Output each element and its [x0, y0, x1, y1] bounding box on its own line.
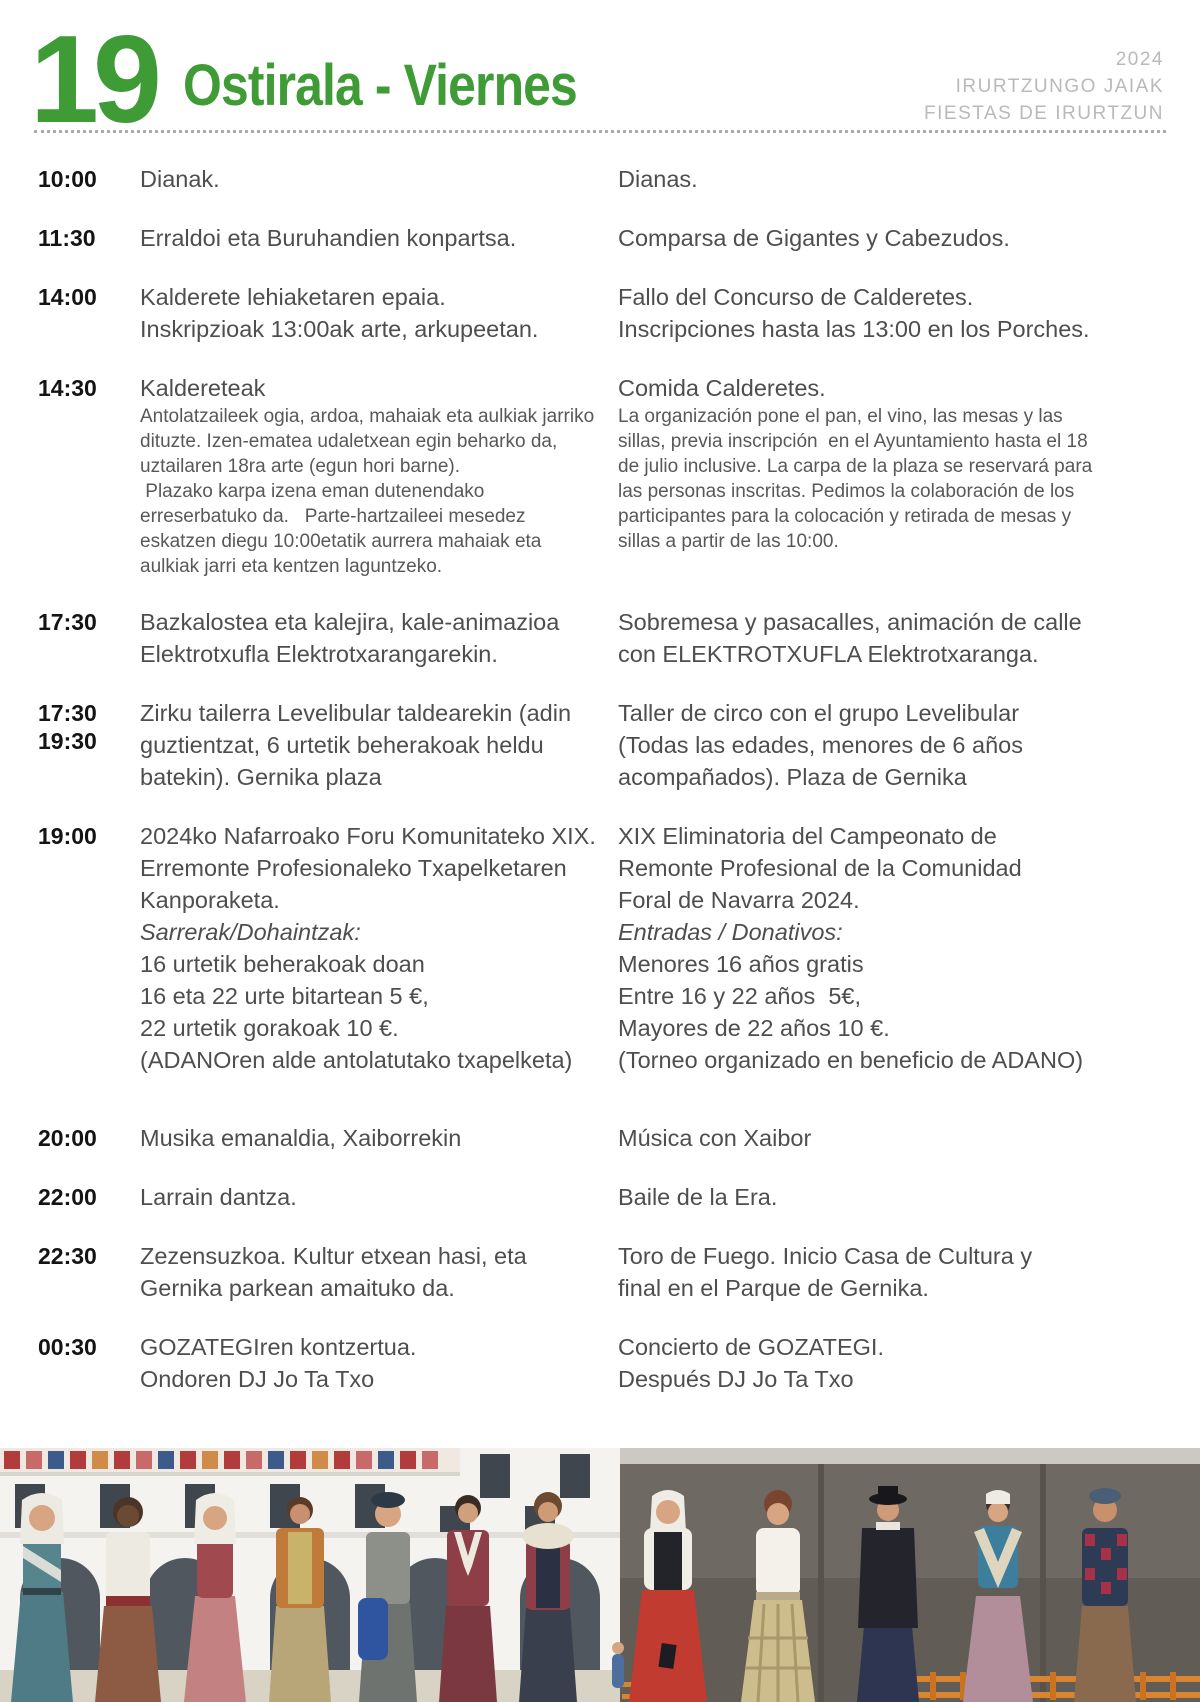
event-text-es: Entre 16 y 22 años 5€, — [618, 983, 861, 1009]
event-column-basque — [140, 222, 618, 254]
event-text-eu: Elektrotxufla Elektrotxarangarekin. — [140, 641, 498, 667]
event-text-es: (Todas las edades, menores de 6 años — [618, 732, 1023, 758]
event-column-spanish — [618, 1181, 1178, 1213]
event-text-es: Sobremesa y pasacalles, animación de calle — [618, 609, 1082, 635]
event-text-eu: Larrain dantza. — [140, 1184, 297, 1210]
event-column-basque — [140, 1331, 618, 1395]
event-text-eu: Kanporaketa. — [140, 887, 280, 913]
event-text-eu: Gernika parkean amaituko da. — [140, 1275, 455, 1301]
event-time: 17:30 — [38, 609, 97, 635]
event-text-eu: Musika emanaldia, Xaiborrekin — [140, 1125, 462, 1151]
event-text-eu: GOZATEGIren kontzertua. — [140, 1334, 417, 1360]
schedule-row — [0, 1122, 1200, 1154]
event-text-eu: Sarrerak/Dohaintzak: — [140, 919, 361, 945]
event-time: 00:30 — [38, 1334, 97, 1360]
event-column-spanish — [618, 820, 1178, 1076]
event-text-es: Inscripciones hasta las 13:00 en los Porches. — [618, 316, 1090, 342]
event-text-eu: 16 urtetik beherakoak doan — [140, 951, 425, 977]
event-text-es: (Torneo organizado en beneficio de ADANO) — [618, 1047, 1084, 1073]
event-text-es: Comparsa de Gigantes y Cabezudos. — [618, 225, 1010, 251]
event-text-es: de julio inclusive. La carpa de la plaza se reservará para — [618, 456, 1093, 477]
event-text-eu: Zirku tailerra Levelibular taldearekin (adin — [140, 700, 572, 726]
festival-name-eu: IRURTZUNGO JAIAK — [955, 76, 1164, 97]
event-text-es: Dianas. — [618, 166, 698, 192]
event-time: 20:00 — [38, 1125, 97, 1151]
event-time: 22:30 — [38, 1243, 97, 1269]
event-text-es: Fallo del Concurso de Calderetes. — [618, 284, 974, 310]
event-column-spanish — [618, 697, 1178, 793]
event-text-es: Foral de Navarra 2024. — [618, 887, 860, 913]
event-time: 17:30 19:30 — [38, 700, 97, 754]
event-text-eu: 22 urtetik gorakoak 10 €. — [140, 1015, 399, 1041]
festival-giants-photo — [0, 1448, 1200, 1702]
event-text-es: participantes para la colocación y retirada de mesas y — [618, 506, 1072, 527]
event-text-eu: Antolatzaileek ogia, ardoa, mahaiak eta aulkiak jarriko — [140, 406, 595, 427]
event-column-basque — [140, 606, 618, 670]
event-text-es: La organización pone el pan, el vino, las mesas y las — [618, 406, 1063, 427]
event-text-es: sillas a partir de las 10:00. — [618, 531, 839, 552]
event-text-eu: 16 eta 22 urte bitartean 5 €, — [140, 983, 429, 1009]
event-column-spanish — [618, 372, 1178, 554]
event-time: 19:00 — [38, 823, 97, 849]
schedule-row — [0, 820, 1200, 1076]
event-text-es: XIX Eliminatoria del Campeonato de — [618, 823, 997, 849]
event-text-es: Música con Xaibor — [618, 1125, 812, 1151]
event-text-es: Remonte Profesional de la Comunidad — [618, 855, 1022, 881]
event-column-basque — [140, 820, 618, 1076]
event-text-eu: Ondoren DJ Jo Ta Txo — [140, 1366, 375, 1392]
event-text-eu: (ADANOren alde antolatutako txapelketa) — [140, 1047, 573, 1073]
event-text-es: Comida Calderetes. — [618, 375, 826, 401]
event-column-basque — [140, 697, 618, 793]
event-text-es: Taller de circo con el grupo Levelibular — [618, 700, 1020, 726]
event-text-es: las personas inscritas. Pedimos la colaboración de los — [618, 481, 1075, 502]
event-text-es: Concierto de GOZATEGI. — [618, 1334, 884, 1360]
event-column-basque — [140, 1122, 618, 1154]
event-text-eu: erreserbatuko da. Parte-hartzaileei mesedez — [140, 506, 526, 527]
day-number: 19 — [30, 11, 156, 149]
event-text-eu: Erraldoi eta Buruhandien konpartsa. — [140, 225, 517, 251]
dotted-divider — [34, 130, 1166, 133]
event-text-eu: batekin). Gernika plaza — [140, 764, 382, 790]
event-text-eu: eskatzen diegu 10:00etatik aurrera mahaiak eta — [140, 531, 542, 552]
festival-year: 2024 — [1115, 49, 1164, 70]
event-text-es: Menores 16 años gratis — [618, 951, 864, 977]
event-text-es: final en el Parque de Gernika. — [618, 1275, 929, 1301]
event-time: 11:30 — [38, 225, 96, 251]
event-column-basque — [140, 372, 618, 579]
event-text-es: Entradas / Donativos: — [618, 919, 843, 945]
event-time: 14:00 — [38, 284, 97, 310]
event-text-eu: Kaldereteak — [140, 375, 266, 401]
event-time: 10:00 — [38, 166, 97, 192]
schedule-row — [0, 1181, 1200, 1213]
schedule-row — [0, 1240, 1200, 1304]
event-text-es: con ELEKTROTXUFLA Elektrotxaranga. — [618, 641, 1039, 667]
event-text-es: Mayores de 22 años 10 €. — [618, 1015, 890, 1041]
schedule-row — [0, 372, 1200, 579]
event-column-basque — [140, 281, 618, 345]
event-column-spanish — [618, 281, 1178, 345]
schedule — [0, 163, 1200, 1422]
schedule-row — [0, 163, 1200, 195]
schedule-row — [0, 697, 1200, 793]
event-column-spanish — [618, 222, 1178, 254]
event-text-eu: dituzte. Izen-ematea udaletxean egin beharko da, — [140, 431, 558, 452]
event-text-eu: aulkiak jarri eta kentzen laguntzeko. — [140, 556, 443, 577]
event-text-eu: Kalderete lehiaketaren epaia. — [140, 284, 446, 310]
festival-banner — [924, 46, 1164, 127]
event-text-es: Baile de la Era. — [618, 1184, 778, 1210]
event-text-eu: 2024ko Nafarroako Foru Komunitateko XIX. — [140, 823, 596, 849]
balcony-bunting — [0, 1448, 460, 1476]
festival-name-es: FIESTAS DE IRURTZUN — [924, 103, 1164, 124]
event-text-es: acompañados). Plaza de Gernika — [618, 764, 967, 790]
event-text-eu: uztailaren 18ra arte (egun hori barne). — [140, 456, 461, 477]
event-column-spanish — [618, 606, 1178, 670]
event-column-spanish — [618, 1240, 1178, 1304]
event-column-basque — [140, 1240, 618, 1304]
event-text-es: Después DJ Jo Ta Txo — [618, 1366, 854, 1392]
event-text-eu: Erremonte Profesionaleko Txapelketaren — [140, 855, 567, 881]
event-column-spanish — [618, 1122, 1178, 1154]
event-column-basque — [140, 163, 618, 195]
event-text-eu: Plazako karpa izena eman dutenendako — [140, 481, 485, 502]
event-text-eu: Zezensuzkoa. Kultur etxean hasi, eta — [140, 1243, 527, 1269]
event-text-eu: guztientzat, 6 urtetik beherakoak heldu — [140, 732, 544, 758]
schedule-row — [0, 222, 1200, 254]
event-time: 14:30 — [38, 375, 97, 401]
schedule-row — [0, 606, 1200, 670]
event-column-spanish — [618, 163, 1178, 195]
event-text-eu: Bazkalostea eta kalejira, kale-animazioa — [140, 609, 560, 635]
event-column-basque — [140, 1181, 618, 1213]
event-text-es: Toro de Fuego. Inicio Casa de Cultura y — [618, 1243, 1033, 1269]
page-title: Ostirala - Viernes — [183, 53, 577, 118]
event-time: 22:00 — [38, 1184, 97, 1210]
event-text-es: sillas, previa inscripción en el Ayuntamiento hasta el 18 — [618, 431, 1088, 452]
event-text-eu: Inskripzioak 13:00ak arte, arkupeetan. — [140, 316, 539, 342]
schedule-row — [0, 281, 1200, 345]
event-text-eu: Dianak. — [140, 166, 220, 192]
event-column-spanish — [618, 1331, 1178, 1395]
schedule-row — [0, 1331, 1200, 1395]
